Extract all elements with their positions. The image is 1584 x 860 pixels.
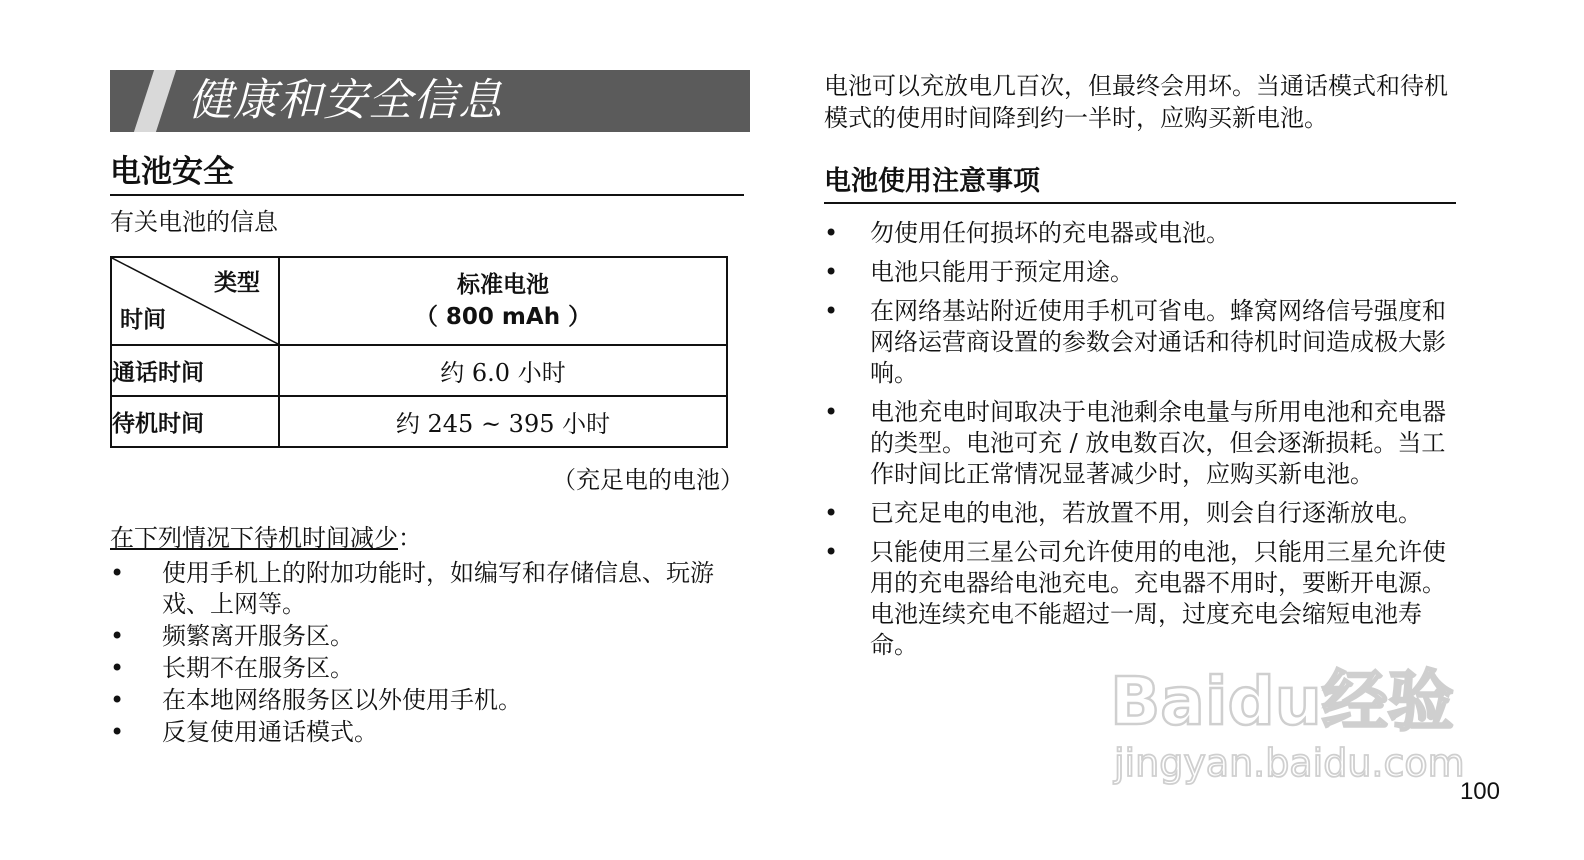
list-item bbox=[110, 621, 750, 652]
table-corner-cell bbox=[111, 257, 279, 345]
list-item-text: 电池充电时间取决于电池剩余电量与所用电池和充电器的类型。电池可充 / 放电数百次，但会逐渐损耗。当工作时间比正常情况显著减少时，应购买新电池。 bbox=[870, 398, 1446, 488]
bullet-icon: • bbox=[110, 686, 125, 714]
list-item bbox=[110, 558, 750, 620]
row-value-talk-time: 约 6.0 小时 bbox=[279, 345, 727, 396]
standby-reduce-heading-text: 在下列情况下待机时间减少 bbox=[110, 524, 398, 552]
precautions-list bbox=[824, 218, 1458, 661]
list-item bbox=[824, 257, 1458, 288]
bullet-icon: • bbox=[824, 538, 839, 566]
banner-stripe bbox=[134, 70, 176, 132]
corner-label-time: 时间 bbox=[120, 307, 166, 333]
bullet-icon: • bbox=[824, 398, 839, 426]
list-item-text: 频繁离开服务区。 bbox=[162, 622, 354, 650]
list-item bbox=[824, 397, 1458, 490]
chapter-title: 健康和安全信息 bbox=[188, 75, 503, 126]
list-item-text: 反复使用通话模式。 bbox=[162, 718, 378, 746]
list-item-text: 电池只能用于预定用途。 bbox=[870, 258, 1134, 286]
standby-reduce-list bbox=[110, 558, 750, 748]
right-column bbox=[824, 70, 1458, 669]
bullet-icon: • bbox=[110, 718, 125, 746]
section-title-battery-precautions: 电池使用注意事项 bbox=[824, 164, 1456, 204]
row-label-standby-time: 待机时间 bbox=[111, 396, 279, 447]
corner-label-type: 类型 bbox=[214, 270, 260, 296]
battery-time-table bbox=[110, 256, 728, 448]
list-item-text: 勿使用任何损坏的充电器或电池。 bbox=[870, 219, 1230, 247]
list-item bbox=[824, 498, 1458, 529]
bullet-icon: • bbox=[824, 258, 839, 286]
bullet-icon: • bbox=[824, 297, 839, 325]
list-item-text: 在本地网络服务区以外使用手机。 bbox=[162, 686, 522, 714]
watermark-logo-text: Baidu经验 bbox=[1110, 663, 1454, 740]
table-row bbox=[111, 345, 727, 396]
battery-info-line: 有关电池的信息 bbox=[110, 208, 278, 236]
chapter-banner bbox=[110, 70, 750, 132]
list-item bbox=[110, 653, 750, 684]
header-standard-battery-line1: 标准电池 bbox=[457, 272, 549, 298]
page-number: 100 bbox=[1459, 778, 1500, 805]
list-item-text: 长期不在服务区。 bbox=[162, 654, 354, 682]
baidu-watermark-logo bbox=[1110, 662, 1480, 792]
row-label-talk-time: 通话时间 bbox=[111, 345, 279, 396]
list-item bbox=[824, 537, 1458, 661]
table-header-row bbox=[111, 257, 727, 345]
list-item-text: 使用手机上的附加功能时，如编写和存储信息、玩游戏、上网等。 bbox=[162, 559, 714, 618]
section-title-battery-safety: 电池安全 bbox=[110, 152, 744, 196]
standby-reduce-heading bbox=[110, 522, 750, 554]
table-note: （充足电的电池） bbox=[552, 466, 744, 494]
watermark-url-text: jingyan.baidu.com bbox=[1114, 741, 1465, 785]
list-item-text: 已充足电的电池，若放置不用，则会自行逐渐放电。 bbox=[870, 499, 1422, 527]
header-standard-battery bbox=[279, 257, 727, 345]
standby-reduce-heading-colon: ： bbox=[398, 524, 422, 552]
list-item bbox=[824, 218, 1458, 249]
bullet-icon: • bbox=[110, 559, 125, 587]
bullet-icon: • bbox=[824, 219, 839, 247]
bullet-icon: • bbox=[110, 622, 125, 650]
list-item bbox=[110, 717, 750, 748]
list-item bbox=[824, 296, 1458, 389]
list-item bbox=[110, 685, 750, 716]
left-column bbox=[110, 70, 750, 749]
header-standard-battery-line2: （ 800 mAh ） bbox=[414, 304, 592, 330]
bullet-icon: • bbox=[824, 499, 839, 527]
list-item-text: 在网络基站附近使用手机可省电。蜂窝网络信号强度和网络运营商设置的参数会对通话和待机时间造成极大影响。 bbox=[870, 297, 1446, 387]
battery-lifetime-paragraph: 电池可以充放电几百次，但最终会用坏。当通话模式和待机模式的使用时间降到约一半时，应购买新电池。 bbox=[824, 72, 1448, 132]
row-value-standby-time: 约 245 ~ 395 小时 bbox=[279, 396, 727, 447]
list-item-text: 只能使用三星公司允许使用的电池，只能用三星允许使用的充电器给电池充电。充电器不用时，要断开电源。电池连续充电不能超过一周，过度充电会缩短电池寿命。 bbox=[870, 538, 1446, 659]
bullet-icon: • bbox=[110, 654, 125, 682]
table-row bbox=[111, 396, 727, 447]
